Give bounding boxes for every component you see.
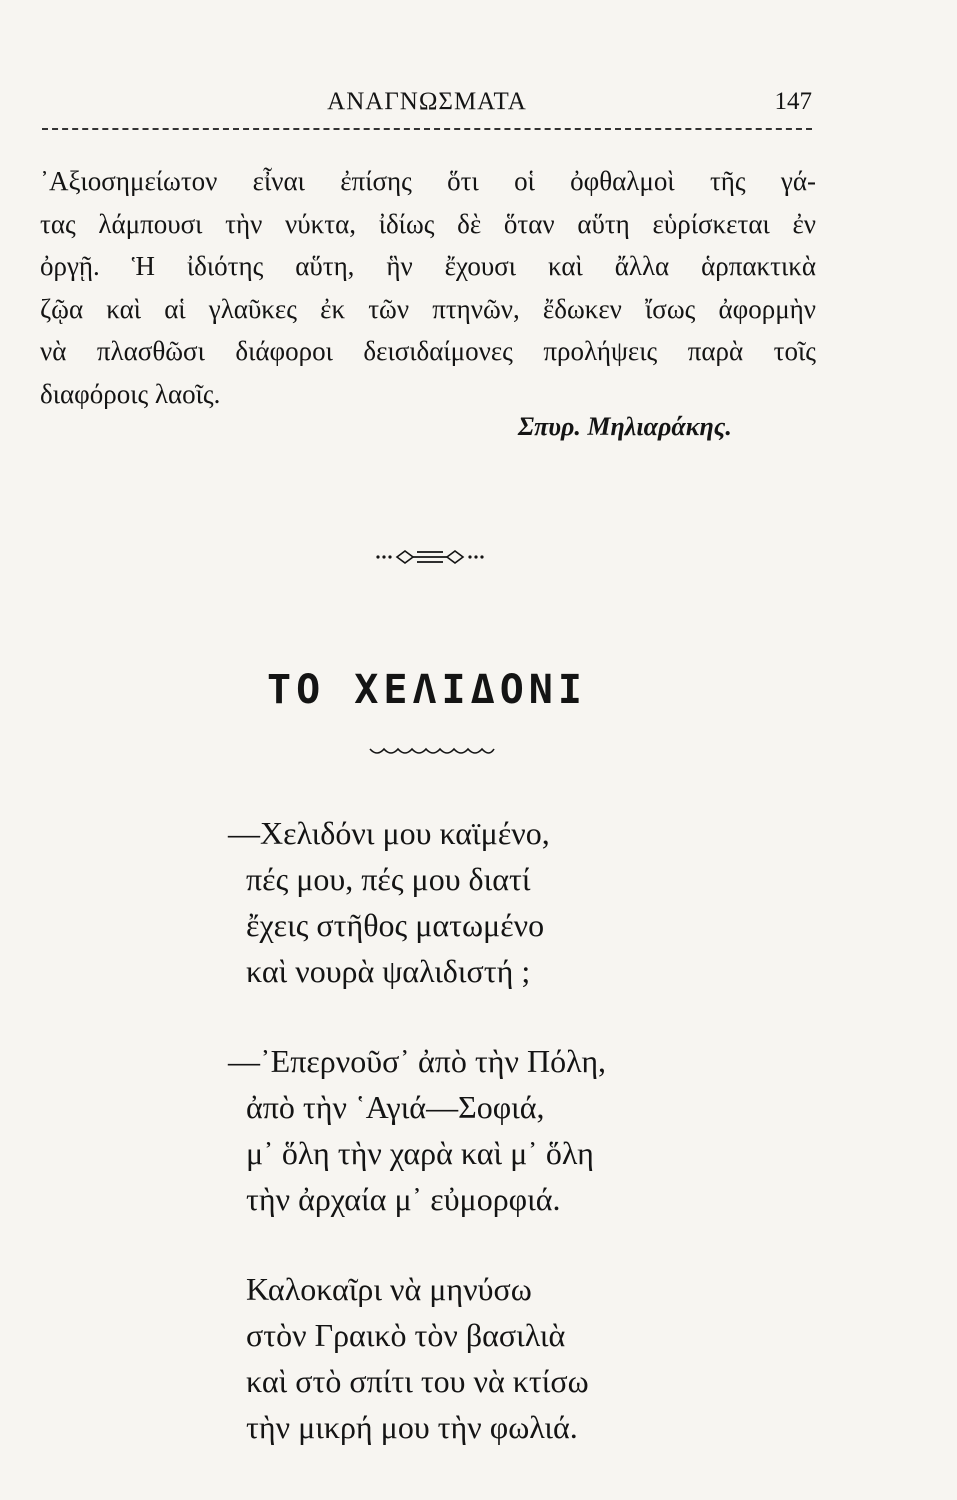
prose-line: ὀργῇ. Ἡ ἰδιότης αὕτη, ἣν ἔχουσι καὶ ἄλλα ἁρπακτικὰ bbox=[40, 251, 816, 282]
title-swash-icon bbox=[368, 745, 496, 759]
prose-line: ᾿Αξιοσημείωτον εἶναι ἐπίσης ὅτι οἱ ὀφθαλμοὶ τῆς γά- bbox=[40, 166, 816, 196]
prose-line: ζῷα καὶ αἱ γλαῦκες ἐκ τῶν πτηνῶν, ἔδωκεν ἴσως ἀφορμὴν bbox=[40, 293, 816, 324]
page-number: 147 bbox=[774, 88, 812, 115]
header-rule bbox=[42, 128, 812, 130]
stanza bbox=[228, 810, 606, 994]
section-ornament-icon bbox=[375, 546, 485, 568]
prose-paragraph bbox=[40, 160, 816, 416]
verse-line: τὴν ἀρχαία μ᾿ εὐμορφιά. bbox=[246, 1181, 561, 1217]
prose-line: διαφόροις λαοῖς. bbox=[40, 378, 221, 409]
verse-line: καὶ στὸ σπίτι του νὰ κτίσω bbox=[246, 1363, 589, 1399]
poem-title: ΤΟ ΧΕΛΙΔΟΝΙ bbox=[267, 667, 587, 713]
running-title: ΑΝΑΓΝΩΣΜΑΤΑ bbox=[327, 88, 527, 115]
verse-line: ἀπὸ τὴν ῾Αγιά—Σοφιά, bbox=[246, 1089, 545, 1125]
verse-line: ἔχεις στῆθος ματωμένο bbox=[246, 907, 545, 943]
prose-line: νὰ πλασθῶσι διάφοροι δεισιδαίμονες προλήψεις παρὰ τοῖς bbox=[40, 336, 816, 367]
page-header bbox=[42, 82, 812, 122]
prose-line: τας λάμπουσι τὴν νύκτα, ἰδίως δὲ ὅταν αὕτη εὑρίσκεται ἐν bbox=[40, 208, 816, 239]
verse-line: πές μου, πές μου διατί bbox=[246, 861, 531, 897]
poem-body bbox=[228, 810, 606, 1494]
verse-line: —Χελιδόνι μου καϊμένο, bbox=[228, 815, 550, 851]
verse-line: Καλοκαῖρι νὰ μηνύσω bbox=[246, 1271, 532, 1307]
stanza bbox=[228, 1266, 606, 1450]
verse-line: τὴν μικρή μου τὴν φωλιά. bbox=[246, 1409, 578, 1445]
author-signature: Σπυρ. Μηλιαράκης. bbox=[518, 412, 732, 441]
verse-line: —᾿Επερνοῦσ᾿ ἀπὸ τὴν Πόλη, bbox=[228, 1043, 607, 1079]
verse-line: καὶ νουρὰ ψαλιδιστή ; bbox=[246, 953, 531, 989]
verse-line: μ᾿ ὅλη τὴν χαρὰ καὶ μ᾿ ὅλη bbox=[246, 1135, 594, 1171]
stanza bbox=[228, 1038, 606, 1222]
verse-line: στὸν Γραικὸ τὸν βασιλιὰ bbox=[246, 1317, 566, 1353]
